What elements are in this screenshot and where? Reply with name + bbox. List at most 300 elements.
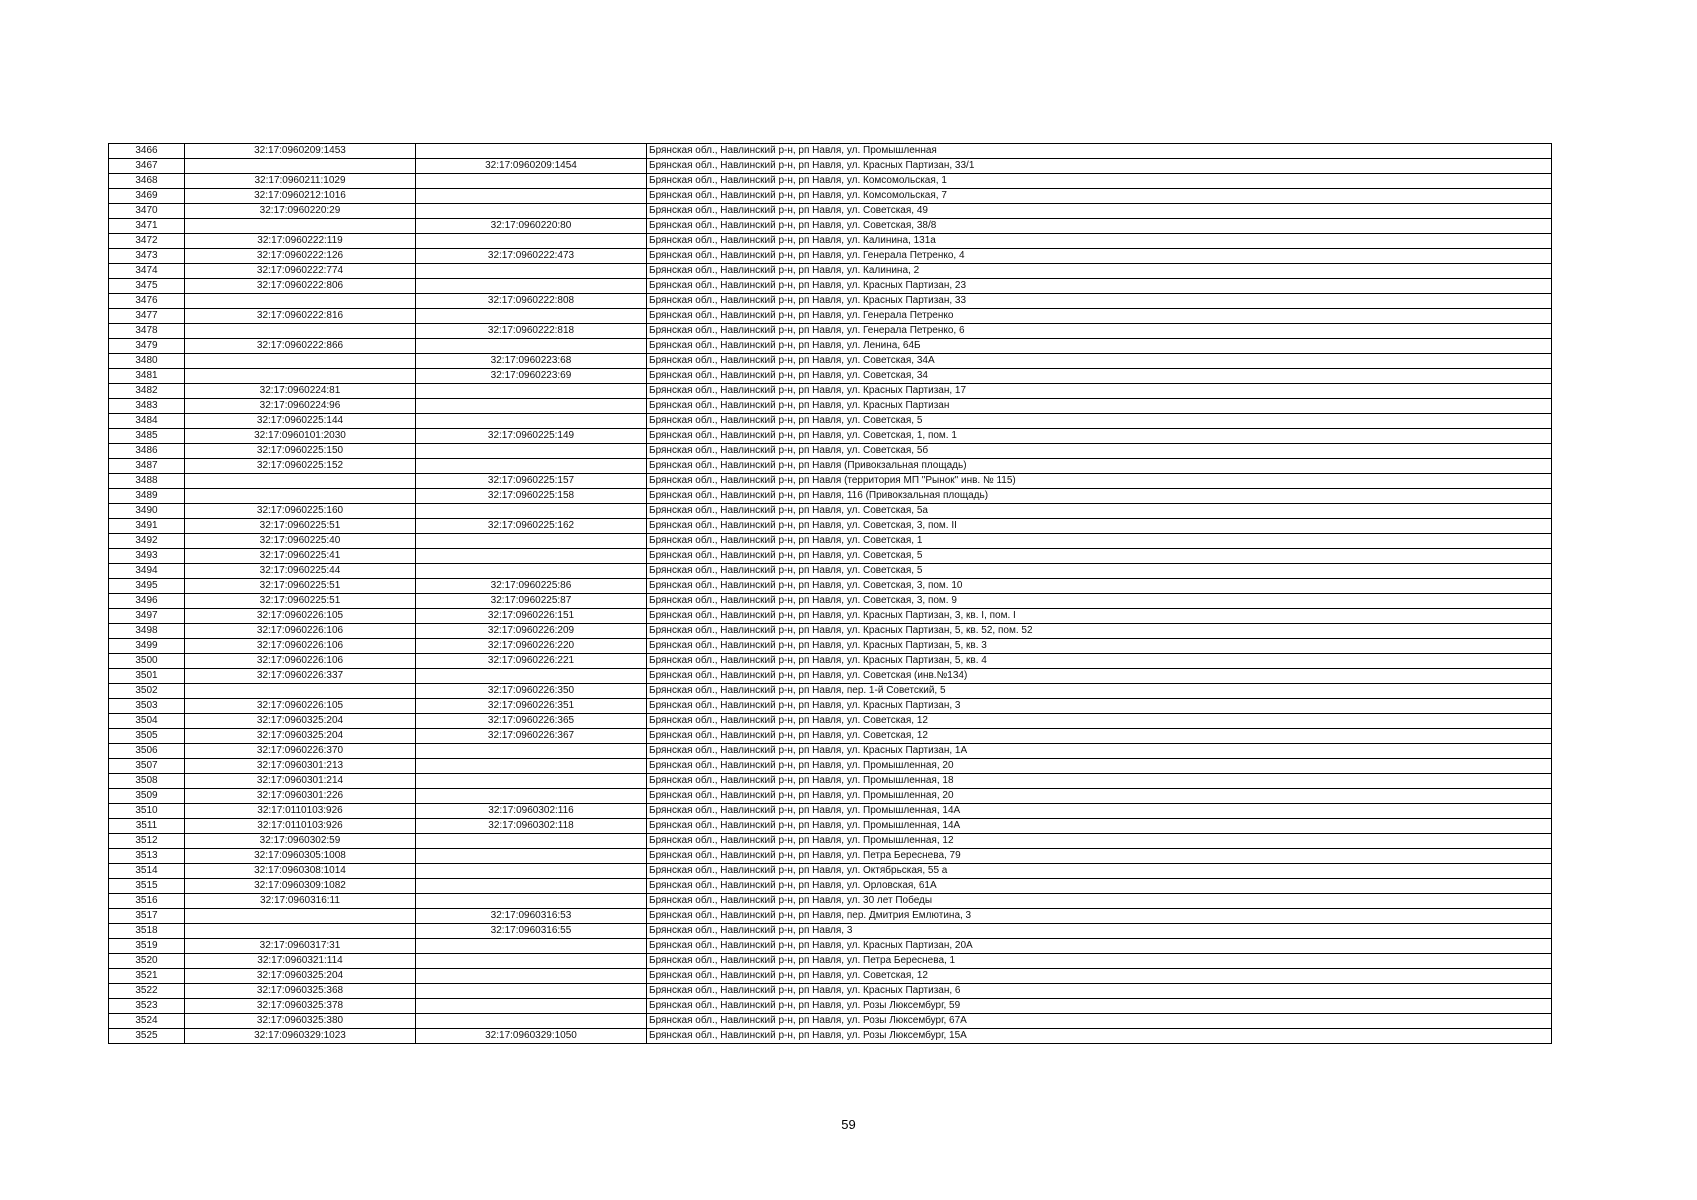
table-row [109, 774, 1552, 789]
row-number-cell: 3467 [109, 159, 185, 174]
address-cell: Брянская обл., Навлинский р-н, рп Навля, пер. Дмитрия Емлютина, 3 [647, 909, 1552, 924]
table-row [109, 699, 1552, 714]
address-cell: Брянская обл., Навлинский р-н, рп Навля, ул. Генерала Петренко, 4 [647, 249, 1552, 264]
related-cadastral-number-cell: 32:17:0960222:473 [416, 249, 647, 264]
table-row [109, 504, 1552, 519]
cadastral-number-cell: 32:17:0960317:31 [185, 939, 416, 954]
related-cadastral-number-cell [416, 849, 647, 864]
cadastral-number-cell: 32:17:0960225:41 [185, 549, 416, 564]
cadastral-number-cell: 32:17:0960308:1014 [185, 864, 416, 879]
related-cadastral-number-cell [416, 279, 647, 294]
address-cell: Брянская обл., Навлинский р-н, рп Навля, ул. Советская, 12 [647, 714, 1552, 729]
address-cell: Брянская обл., Навлинский р-н, рп Навля (территория МП "Рынок" инв. № 115) [647, 474, 1552, 489]
related-cadastral-number-cell: 32:17:0960329:1050 [416, 1029, 647, 1044]
related-cadastral-number-cell [416, 309, 647, 324]
table-row [109, 564, 1552, 579]
cadastral-number-cell: 32:17:0960329:1023 [185, 1029, 416, 1044]
table-row [109, 279, 1552, 294]
row-number-cell: 3497 [109, 609, 185, 624]
table-row [109, 789, 1552, 804]
row-number-cell: 3502 [109, 684, 185, 699]
cadastral-number-cell: 32:17:0960225:51 [185, 519, 416, 534]
row-number-cell: 3466 [109, 144, 185, 159]
address-cell: Брянская обл., Навлинский р-н, рп Навля, ул. Красных Партизан, 1А [647, 744, 1552, 759]
table-row [109, 429, 1552, 444]
cadastral-number-cell [185, 369, 416, 384]
row-number-cell: 3515 [109, 879, 185, 894]
address-cell: Брянская обл., Навлинский р-н, рп Навля, ул. Октябрьская, 55 а [647, 864, 1552, 879]
row-number-cell: 3473 [109, 249, 185, 264]
row-number-cell: 3489 [109, 489, 185, 504]
table-row [109, 894, 1552, 909]
table-row [109, 624, 1552, 639]
row-number-cell: 3485 [109, 429, 185, 444]
related-cadastral-number-cell [416, 174, 647, 189]
address-cell: Брянская обл., Навлинский р-н, рп Навля, ул. Промышленная, 20 [647, 759, 1552, 774]
address-cell: Брянская обл., Навлинский р-н, рп Навля, ул. Советская, 5 [647, 549, 1552, 564]
address-cell: Брянская обл., Навлинский р-н, рп Навля, ул. Промышленная, 14А [647, 819, 1552, 834]
row-number-cell: 3522 [109, 984, 185, 999]
table-row [109, 444, 1552, 459]
row-number-cell: 3476 [109, 294, 185, 309]
address-cell: Брянская обл., Навлинский р-н, рп Навля, ул. 30 лет Победы [647, 894, 1552, 909]
related-cadastral-number-cell: 32:17:0960316:53 [416, 909, 647, 924]
cadastral-number-cell [185, 294, 416, 309]
address-cell: Брянская обл., Навлинский р-н, рп Навля, ул. Советская, 5а [647, 504, 1552, 519]
table-row [109, 309, 1552, 324]
related-cadastral-number-cell: 32:17:0960220:80 [416, 219, 647, 234]
address-cell: Брянская обл., Навлинский р-н, рп Навля, ул. Советская (инв.№134) [647, 669, 1552, 684]
table-row [109, 399, 1552, 414]
cadastral-number-cell: 32:17:0960225:144 [185, 414, 416, 429]
cadastral-number-cell: 32:17:0960224:96 [185, 399, 416, 414]
row-number-cell: 3480 [109, 354, 185, 369]
row-number-cell: 3469 [109, 189, 185, 204]
address-cell: Брянская обл., Навлинский р-н, рп Навля, ул. Орловская, 61А [647, 879, 1552, 894]
address-cell: Брянская обл., Навлинский р-н, рп Навля, ул. Калинина, 2 [647, 264, 1552, 279]
table-row [109, 729, 1552, 744]
related-cadastral-number-cell: 32:17:0960222:818 [416, 324, 647, 339]
cadastral-number-cell: 32:17:0960301:214 [185, 774, 416, 789]
cadastral-number-cell: 32:17:0960212:1016 [185, 189, 416, 204]
related-cadastral-number-cell [416, 984, 647, 999]
related-cadastral-number-cell: 32:17:0960226:367 [416, 729, 647, 744]
address-cell: Брянская обл., Навлинский р-н, рп Навля, ул. Красных Партизан, 5, кв. 52, пом. 52 [647, 624, 1552, 639]
address-cell: Брянская обл., Навлинский р-н, рп Навля, ул. Советская, 12 [647, 729, 1552, 744]
row-number-cell: 3516 [109, 894, 185, 909]
table-row [109, 759, 1552, 774]
cadastral-number-cell [185, 684, 416, 699]
row-number-cell: 3521 [109, 969, 185, 984]
related-cadastral-number-cell: 32:17:0960226:151 [416, 609, 647, 624]
table-row [109, 909, 1552, 924]
table-row [109, 849, 1552, 864]
related-cadastral-number-cell: 32:17:0960209:1454 [416, 159, 647, 174]
cadastral-number-cell [185, 924, 416, 939]
related-cadastral-number-cell [416, 504, 647, 519]
address-cell: Брянская обл., Навлинский р-н, рп Навля, ул. Красных Партизан, 5, кв. 3 [647, 639, 1552, 654]
row-number-cell: 3513 [109, 849, 185, 864]
row-number-cell: 3490 [109, 504, 185, 519]
related-cadastral-number-cell: 32:17:0960226:209 [416, 624, 647, 639]
address-cell: Брянская обл., Навлинский р-н, рп Навля, ул. Советская, 49 [647, 204, 1552, 219]
related-cadastral-number-cell [416, 894, 647, 909]
related-cadastral-number-cell: 32:17:0960302:116 [416, 804, 647, 819]
table-row [109, 159, 1552, 174]
address-cell: Брянская обл., Навлинский р-н, рп Навля, пер. 1-й Советский, 5 [647, 684, 1552, 699]
address-cell: Брянская обл., Навлинский р-н, рп Навля, ул. Советская, 3, пом. 10 [647, 579, 1552, 594]
related-cadastral-number-cell [416, 954, 647, 969]
table-row [109, 249, 1552, 264]
table-row [109, 369, 1552, 384]
related-cadastral-number-cell: 32:17:0960225:162 [416, 519, 647, 534]
address-cell: Брянская обл., Навлинский р-н, рп Навля, ул. Красных Партизан [647, 399, 1552, 414]
table-row [109, 264, 1552, 279]
address-cell: Брянская обл., Навлинский р-н, рп Навля, ул. Промышленная, 20 [647, 789, 1552, 804]
row-number-cell: 3474 [109, 264, 185, 279]
address-cell: Брянская обл., Навлинский р-н, рп Навля, ул. Советская, 5 [647, 564, 1552, 579]
row-number-cell: 3499 [109, 639, 185, 654]
row-number-cell: 3471 [109, 219, 185, 234]
row-number-cell: 3493 [109, 549, 185, 564]
related-cadastral-number-cell [416, 879, 647, 894]
table-row [109, 189, 1552, 204]
cadastral-number-cell [185, 489, 416, 504]
row-number-cell: 3517 [109, 909, 185, 924]
cadastral-number-cell: 32:17:0960226:105 [185, 699, 416, 714]
related-cadastral-number-cell: 32:17:0960316:55 [416, 924, 647, 939]
related-cadastral-number-cell: 32:17:0960225:86 [416, 579, 647, 594]
cadastral-number-cell: 32:17:0960225:44 [185, 564, 416, 579]
cadastral-number-cell: 32:17:0960325:378 [185, 999, 416, 1014]
related-cadastral-number-cell: 32:17:0960223:68 [416, 354, 647, 369]
cadastral-number-cell: 32:17:0110103:926 [185, 804, 416, 819]
cadastral-number-cell: 32:17:0960325:380 [185, 1014, 416, 1029]
cadastral-number-cell: 32:17:0960301:213 [185, 759, 416, 774]
table-row [109, 174, 1552, 189]
table-row [109, 519, 1552, 534]
row-number-cell: 3509 [109, 789, 185, 804]
table-row [109, 744, 1552, 759]
related-cadastral-number-cell [416, 384, 647, 399]
address-cell: Брянская обл., Навлинский р-н, рп Навля, 3 [647, 924, 1552, 939]
related-cadastral-number-cell: 32:17:0960222:808 [416, 294, 647, 309]
row-number-cell: 3508 [109, 774, 185, 789]
row-number-cell: 3487 [109, 459, 185, 474]
table-row [109, 204, 1552, 219]
table-row [109, 714, 1552, 729]
address-cell: Брянская обл., Навлинский р-н, рп Навля, ул. Советская, 12 [647, 969, 1552, 984]
page-number: 59 [841, 1117, 856, 1132]
related-cadastral-number-cell: 32:17:0960226:220 [416, 639, 647, 654]
cadastral-number-cell: 32:17:0960225:51 [185, 579, 416, 594]
address-cell: Брянская обл., Навлинский р-н, рп Навля, ул. Красных Партизан, 33/1 [647, 159, 1552, 174]
row-number-cell: 3484 [109, 414, 185, 429]
address-cell: Брянская обл., Навлинский р-н, рп Навля, ул. Петра Береснева, 1 [647, 954, 1552, 969]
related-cadastral-number-cell [416, 204, 647, 219]
row-number-cell: 3479 [109, 339, 185, 354]
row-number-cell: 3500 [109, 654, 185, 669]
address-cell: Брянская обл., Навлинский р-н, рп Навля, ул. Комсомольская, 1 [647, 174, 1552, 189]
cadastral-number-cell: 32:17:0960325:368 [185, 984, 416, 999]
cadastral-number-cell: 32:17:0960226:106 [185, 654, 416, 669]
address-cell: Брянская обл., Навлинский р-н, рп Навля, ул. Комсомольская, 7 [647, 189, 1552, 204]
table-row [109, 474, 1552, 489]
cadastral-number-cell: 32:17:0960225:40 [185, 534, 416, 549]
row-number-cell: 3470 [109, 204, 185, 219]
cadastral-number-cell: 32:17:0960325:204 [185, 729, 416, 744]
address-cell: Брянская обл., Навлинский р-н, рп Навля, ул. Красных Партизан, 33 [647, 294, 1552, 309]
row-number-cell: 3525 [109, 1029, 185, 1044]
related-cadastral-number-cell [416, 339, 647, 354]
related-cadastral-number-cell: 32:17:0960225:157 [416, 474, 647, 489]
cadastral-number-cell: 32:17:0960309:1082 [185, 879, 416, 894]
related-cadastral-number-cell: 32:17:0960226:350 [416, 684, 647, 699]
table-row [109, 804, 1552, 819]
related-cadastral-number-cell [416, 444, 647, 459]
cadastral-number-cell: 32:17:0960222:816 [185, 309, 416, 324]
related-cadastral-number-cell [416, 999, 647, 1014]
cadastral-number-cell: 32:17:0960305:1008 [185, 849, 416, 864]
address-cell: Брянская обл., Навлинский р-н, рп Навля, ул. Генерала Петренко [647, 309, 1552, 324]
table-row [109, 819, 1552, 834]
table-row [109, 879, 1552, 894]
table-row [109, 144, 1552, 159]
related-cadastral-number-cell: 32:17:0960302:118 [416, 819, 647, 834]
related-cadastral-number-cell [416, 234, 647, 249]
table-row [109, 609, 1552, 624]
cadastral-number-cell: 32:17:0960225:150 [185, 444, 416, 459]
address-cell: Брянская обл., Навлинский р-н, рп Навля, ул. Советская, 3, пом. II [647, 519, 1552, 534]
related-cadastral-number-cell [416, 744, 647, 759]
address-cell: Брянская обл., Навлинский р-н, рп Навля, ул. Советская, 1 [647, 534, 1552, 549]
address-cell: Брянская обл., Навлинский р-н, рп Навля, ул. Красных Партизан, 17 [647, 384, 1552, 399]
address-cell: Брянская обл., Навлинский р-н, рп Навля, ул. Промышленная, 18 [647, 774, 1552, 789]
related-cadastral-number-cell [416, 264, 647, 279]
table-row [109, 339, 1552, 354]
address-cell: Брянская обл., Навлинский р-н, рп Навля, ул. Калинина, 131а [647, 234, 1552, 249]
cadastral-number-cell: 32:17:0960220:29 [185, 204, 416, 219]
address-cell: Брянская обл., Навлинский р-н, рп Навля, ул. Ленина, 64Б [647, 339, 1552, 354]
row-number-cell: 3477 [109, 309, 185, 324]
row-number-cell: 3483 [109, 399, 185, 414]
cadastral-number-cell: 32:17:0960222:126 [185, 249, 416, 264]
table-row [109, 234, 1552, 249]
row-number-cell: 3492 [109, 534, 185, 549]
cadastral-number-cell [185, 354, 416, 369]
cadastral-number-cell: 32:17:0960325:204 [185, 714, 416, 729]
address-cell: Брянская обл., Навлинский р-н, рп Навля, ул. Советская, 5 [647, 414, 1552, 429]
cadastral-number-cell: 32:17:0960226:337 [185, 669, 416, 684]
table-row [109, 294, 1552, 309]
related-cadastral-number-cell: 32:17:0960225:158 [416, 489, 647, 504]
row-number-cell: 3494 [109, 564, 185, 579]
address-cell: Брянская обл., Навлинский р-н, рп Навля, 116 (Привокзальная площадь) [647, 489, 1552, 504]
row-number-cell: 3501 [109, 669, 185, 684]
row-number-cell: 3475 [109, 279, 185, 294]
cadastral-number-cell [185, 324, 416, 339]
table-row [109, 354, 1552, 369]
cadastral-number-cell: 32:17:0960225:160 [185, 504, 416, 519]
table-row [109, 324, 1552, 339]
related-cadastral-number-cell [416, 399, 647, 414]
table-row [109, 654, 1552, 669]
address-cell: Брянская обл., Навлинский р-н, рп Навля, ул. Советская, 3, пом. 9 [647, 594, 1552, 609]
table-row [109, 864, 1552, 879]
address-cell: Брянская обл., Навлинский р-н, рп Навля, ул. Промышленная, 12 [647, 834, 1552, 849]
cadastral-number-cell: 32:17:0960302:59 [185, 834, 416, 849]
related-cadastral-number-cell [416, 189, 647, 204]
related-cadastral-number-cell [416, 789, 647, 804]
related-cadastral-number-cell [416, 834, 647, 849]
related-cadastral-number-cell: 32:17:0960223:69 [416, 369, 647, 384]
address-cell: Брянская обл., Навлинский р-н, рп Навля, ул. Промышленная, 14А [647, 804, 1552, 819]
related-cadastral-number-cell [416, 534, 647, 549]
cadastral-number-cell: 32:17:0960222:774 [185, 264, 416, 279]
row-number-cell: 3491 [109, 519, 185, 534]
related-cadastral-number-cell [416, 774, 647, 789]
property-registry-table [108, 143, 1552, 1044]
row-number-cell: 3523 [109, 999, 185, 1014]
cadastral-number-cell: 32:17:0960211:1029 [185, 174, 416, 189]
cadastral-number-cell: 32:17:0960321:114 [185, 954, 416, 969]
related-cadastral-number-cell [416, 939, 647, 954]
address-cell: Брянская обл., Навлинский р-н, рп Навля, ул. Розы Люксембург, 15А [647, 1029, 1552, 1044]
row-number-cell: 3488 [109, 474, 185, 489]
row-number-cell: 3481 [109, 369, 185, 384]
table-row [109, 924, 1552, 939]
row-number-cell: 3518 [109, 924, 185, 939]
address-cell: Брянская обл., Навлинский р-н, рп Навля, ул. Красных Партизан, 6 [647, 984, 1552, 999]
table-row [109, 969, 1552, 984]
address-cell: Брянская обл., Навлинский р-н, рп Навля, ул. Розы Люксембург, 67А [647, 1014, 1552, 1029]
row-number-cell: 3511 [109, 819, 185, 834]
related-cadastral-number-cell: 32:17:0960226:365 [416, 714, 647, 729]
cadastral-number-cell: 32:17:0960222:119 [185, 234, 416, 249]
table-row [109, 1014, 1552, 1029]
row-number-cell: 3514 [109, 864, 185, 879]
address-cell: Брянская обл., Навлинский р-н, рп Навля, ул. Красных Партизан, 20А [647, 939, 1552, 954]
address-cell: Брянская обл., Навлинский р-н, рп Навля, ул. Красных Партизан, 3 [647, 699, 1552, 714]
address-cell: Брянская обл., Навлинский р-н, рп Навля, ул. Советская, 1, пом. 1 [647, 429, 1552, 444]
row-number-cell: 3486 [109, 444, 185, 459]
related-cadastral-number-cell [416, 864, 647, 879]
row-number-cell: 3507 [109, 759, 185, 774]
table-row [109, 594, 1552, 609]
row-number-cell: 3496 [109, 594, 185, 609]
table-row [109, 384, 1552, 399]
cadastral-number-cell: 32:17:0960226:370 [185, 744, 416, 759]
cadastral-number-cell: 32:17:0960226:106 [185, 639, 416, 654]
row-number-cell: 3504 [109, 714, 185, 729]
cadastral-number-cell [185, 219, 416, 234]
address-cell: Брянская обл., Навлинский р-н, рп Навля, ул. Советская, 38/8 [647, 219, 1552, 234]
row-number-cell: 3510 [109, 804, 185, 819]
table-row [109, 534, 1552, 549]
cadastral-number-cell: 32:17:0960209:1453 [185, 144, 416, 159]
related-cadastral-number-cell [416, 144, 647, 159]
cadastral-number-cell: 32:17:0110103:926 [185, 819, 416, 834]
cadastral-number-cell: 32:17:0960316:11 [185, 894, 416, 909]
cadastral-number-cell [185, 159, 416, 174]
address-cell: Брянская обл., Навлинский р-н, рп Навля, ул. Красных Партизан, 5, кв. 4 [647, 654, 1552, 669]
table-row [109, 954, 1552, 969]
row-number-cell: 3519 [109, 939, 185, 954]
cadastral-number-cell: 32:17:0960224:81 [185, 384, 416, 399]
cadastral-number-cell: 32:17:0960222:806 [185, 279, 416, 294]
row-number-cell: 3472 [109, 234, 185, 249]
address-cell: Брянская обл., Навлинский р-н, рп Навля, ул. Красных Партизан, 3, кв. I, пом. I [647, 609, 1552, 624]
table-row [109, 639, 1552, 654]
address-cell: Брянская обл., Навлинский р-н, рп Навля, ул. Промышленная [647, 144, 1552, 159]
table-row [109, 489, 1552, 504]
related-cadastral-number-cell: 32:17:0960225:87 [416, 594, 647, 609]
cadastral-number-cell: 32:17:0960222:866 [185, 339, 416, 354]
related-cadastral-number-cell [416, 549, 647, 564]
cadastral-number-cell: 32:17:0960325:204 [185, 969, 416, 984]
table-row [109, 459, 1552, 474]
address-cell: Брянская обл., Навлинский р-н, рп Навля, ул. Советская, 5б [647, 444, 1552, 459]
address-cell: Брянская обл., Навлинский р-н, рп Навля, ул. Розы Люксембург, 59 [647, 999, 1552, 1014]
table-row [109, 684, 1552, 699]
table-row [109, 549, 1552, 564]
related-cadastral-number-cell [416, 759, 647, 774]
related-cadastral-number-cell: 32:17:0960225:149 [416, 429, 647, 444]
related-cadastral-number-cell [416, 1014, 647, 1029]
row-number-cell: 3506 [109, 744, 185, 759]
row-number-cell: 3468 [109, 174, 185, 189]
address-cell: Брянская обл., Навлинский р-н, рп Навля, ул. Советская, 34 [647, 369, 1552, 384]
table-row [109, 414, 1552, 429]
related-cadastral-number-cell [416, 459, 647, 474]
row-number-cell: 3498 [109, 624, 185, 639]
cadastral-number-cell: 32:17:0960225:152 [185, 459, 416, 474]
cadastral-number-cell: 32:17:0960301:226 [185, 789, 416, 804]
row-number-cell: 3505 [109, 729, 185, 744]
table-row [109, 219, 1552, 234]
related-cadastral-number-cell [416, 969, 647, 984]
table-row [109, 1029, 1552, 1044]
table-row [109, 984, 1552, 999]
table-row [109, 939, 1552, 954]
table-row [109, 579, 1552, 594]
row-number-cell: 3512 [109, 834, 185, 849]
table-row [109, 669, 1552, 684]
cadastral-number-cell: 32:17:0960225:51 [185, 594, 416, 609]
address-cell: Брянская обл., Навлинский р-н, рп Навля, ул. Красных Партизан, 23 [647, 279, 1552, 294]
related-cadastral-number-cell [416, 564, 647, 579]
address-cell: Брянская обл., Навлинский р-н, рп Навля, ул. Советская, 34А [647, 354, 1552, 369]
address-cell: Брянская обл., Навлинский р-н, рп Навля, ул. Генерала Петренко, 6 [647, 324, 1552, 339]
cadastral-number-cell [185, 909, 416, 924]
related-cadastral-number-cell: 32:17:0960226:221 [416, 654, 647, 669]
address-cell: Брянская обл., Навлинский р-н, рп Навля (Привокзальная площадь) [647, 459, 1552, 474]
cadastral-number-cell: 32:17:0960226:105 [185, 609, 416, 624]
cadastral-number-cell: 32:17:0960226:106 [185, 624, 416, 639]
row-number-cell: 3520 [109, 954, 185, 969]
row-number-cell: 3495 [109, 579, 185, 594]
related-cadastral-number-cell [416, 669, 647, 684]
table-row [109, 999, 1552, 1014]
row-number-cell: 3503 [109, 699, 185, 714]
row-number-cell: 3524 [109, 1014, 185, 1029]
address-cell: Брянская обл., Навлинский р-н, рп Навля, ул. Петра Береснева, 79 [647, 849, 1552, 864]
row-number-cell: 3482 [109, 384, 185, 399]
related-cadastral-number-cell: 32:17:0960226:351 [416, 699, 647, 714]
registry-table-body [109, 144, 1552, 1044]
related-cadastral-number-cell [416, 414, 647, 429]
cadastral-number-cell: 32:17:0960101:2030 [185, 429, 416, 444]
